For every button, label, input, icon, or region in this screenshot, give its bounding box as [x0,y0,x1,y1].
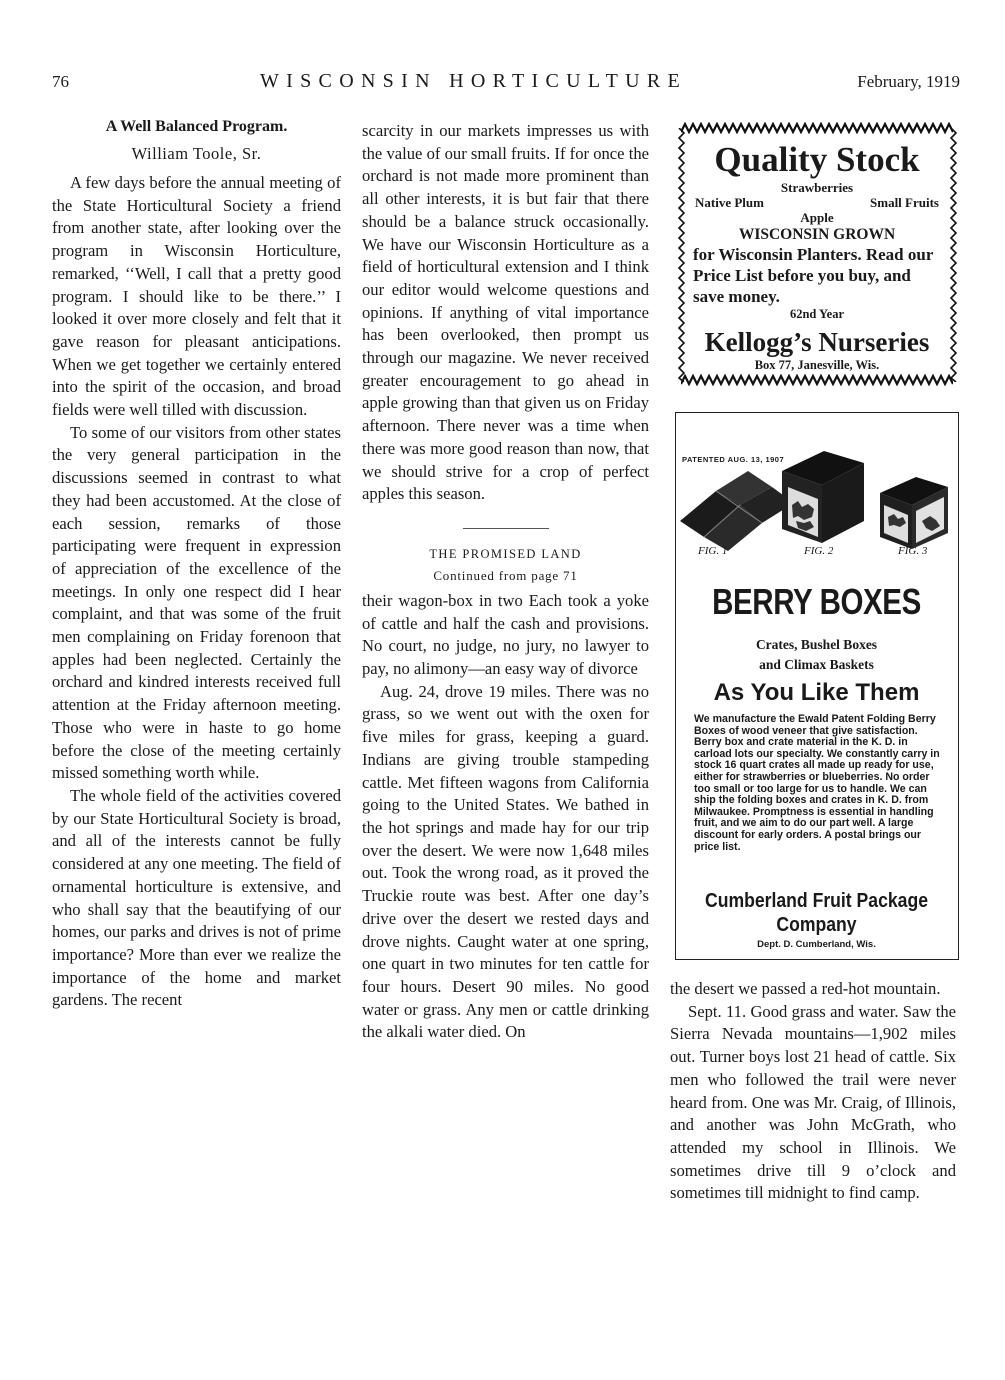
ad-subhead [676,635,957,675]
ad-year: 62nd Year [789,307,845,321]
ad-line-right: Small Fruits [870,195,939,210]
zigzag-border-left [677,128,685,382]
ad-body: We manufacture the Ewald Patent Folding Berry Boxes of wood veneer that give satisfaction. Berry box and crate material in the K. D. in carload lots our specialty. We constantly carry in stock 16 quart crates all made up ready for use, either for strawberries or blueberries. No order too small or too large for us to handle. We can ship the folding boxes and crates in K. D. from Milwaukee. Promptness is essential in handling fruit, and we aim to do our part well. A large discount for early orders. A postal brings our price list. [694,713,940,853]
paragraph: A few days before the annual meeting of the State Horticultural Society a friend from another state, after looking over the program in Wisconsin Horticulture, remarked, ‘‘Well, I call that a pretty good program. I should like to be there.’’ I looked it over more closely and felt that it gave reason for pleasant anticipations. When we get together we certainly entered into the spirit of the occasion, and broad fields were well tilled with discussion. [52,173,341,420]
ad-headline: Quality Stock [714,140,920,179]
ad-address: Box 77, Janesville, Wis. [754,358,880,372]
page-header [52,70,962,100]
cumberland-berry-boxes-ad [675,412,959,960]
section-title: THE PROMISED LAND [429,546,582,561]
fig-2-box [782,451,864,543]
ad-address: Dept. D. Cumberland, Wis. [757,939,876,950]
paragraph: To some of our visitors from other states the very general participation in the discussions seemed in contrast to what they had been accustomed. At the close of each session, remarks of those participating were frequent in expression of appreciation of the excellence of the meetings. In only one respect did I hear complaint, and that was some of the fruit men complaining on Friday forenoon that apples had been neglected. Certainly the orchard and kindred interests received full attention at the Friday afternoon meeting. Those who were in haste to go home before the close of the meeting certainly missed something worth while. [52,422,341,783]
ad-wisconsin-grown: WISCONSIN GROWN [738,226,896,243]
ad-headline: BERRY BOXES [712,581,921,622]
article-byline: William Toole, Sr. [131,144,262,163]
zigzag-border-top [681,122,953,134]
paragraph: their wagon-box in two Each took a yoke of cattle and half the cash and provisions. No court, no judge, no jury, no lawyer to pay, no alimony—an easy way of divorce [362,590,649,679]
ad-company-line: Company [776,914,857,936]
column-1 [52,118,341,1012]
page-number: 76 [52,72,69,91]
paragraph: scarcity in our markets impresses us with the value of our small fruits. If for once the orchard is not made more prominent than all other interests, it is but fair that there should be a balance struck occasionally. We have our Wisconsin Horticulture as a field of horticultural extension and I think our editor would welcome questions and opinions. If anything of vital importance has been overlooked, then prompt us through our magazine. We never received greater encouragement to go ahead in apple growing than that given us on Friday afternoon. There never was a time when there was more good reason than now, that we should strive for a crop of perfect apples this season. [362,121,649,504]
ad-subhead-line: Crates, Bushel Boxes [755,637,878,652]
paragraph: Aug. 24, drove 19 miles. There was no grass, so we went out with the oxen for five miles for grass, keeping a guard. Indians are giving trouble stampeding cattle. Met fifteen wagons from California going to the United States. We bathed in the hot springs and made hay for our trip over the desert. We were now 1,648 miles out. Took the wrong road, as it proved the Truckie route was best. After one day’s drive over the desert we rested days and drove nights. Caught water at one spring, one quart in two minutes for ten cattle for four hours. Desert 90 miles. No good water or grass. Any men or cattle drinking the alkali water died. On [362,681,649,1042]
zigzag-border-bottom [681,374,953,386]
kellogg-nurseries-ad [677,122,957,388]
column-3 [670,978,956,1205]
fig-1-label: FIG. 1 [698,545,728,557]
continued-note: Continued from page 71 [433,567,578,583]
issue-date: February, 1919 [857,72,960,91]
kellogg-ad-content [689,138,945,373]
ad-subhead-line: and Climax Baskets [759,657,874,672]
ad-company: Kellogg’s Nurseries [704,327,930,357]
ad-line-left: Native Plum [695,195,764,210]
ad-line: Strawberries [780,180,854,195]
paragraph: The whole field of the activities covered by our State Horticultural Society is broad, and all of the interests cannot be fully considered at any one meeting. The field of ornamental horticulture is extensive, and who shall say that the beautifying of our homes, our parks and drives is not of prime importance? More than ever we realize the importance of the home and market gardens. The recent [52,785,341,1010]
fig-3-box [880,477,948,549]
zigzag-border-right [949,128,957,382]
ad-body: for Wisconsin Planters. Read our Price List before you buy, and save money. [693,245,934,306]
fig-1-flat-blank [680,471,794,551]
patent-date: PATENTED AUG. 13, 1907 [682,455,785,464]
ad-company-line: Cumberland Fruit Package [705,890,928,912]
column-2 [362,120,649,1044]
ad-company [693,889,940,937]
ad-tagline: As You Like Them [713,679,920,706]
paragraph: Sept. 11. Good grass and water. Saw the Sierra Nevada mountains—1,902 miles out. Turner boys lost 21 head of cattle. Six men who followed the trail were never heard from. One was Mr. Craig, of Illinois, and another was John McGrath, who attended my school in Illinois. We sometimes drive till 9 o’clock and sometimes till midnight to find camp. [670,1001,956,1203]
ad-line-row [689,195,945,210]
paragraph: the desert we passed a red-hot mountain. [670,979,941,998]
fig-3-label: FIG. 3 [898,545,928,557]
ad-line: Apple [800,210,834,225]
fig-2-label: FIG. 2 [804,545,834,557]
article-title: A Well Balanced Program. [105,118,288,135]
section-divider [463,528,549,529]
running-title: WISCONSIN HORTICULTURE [260,70,687,92]
berry-box-illustration [676,433,956,553]
